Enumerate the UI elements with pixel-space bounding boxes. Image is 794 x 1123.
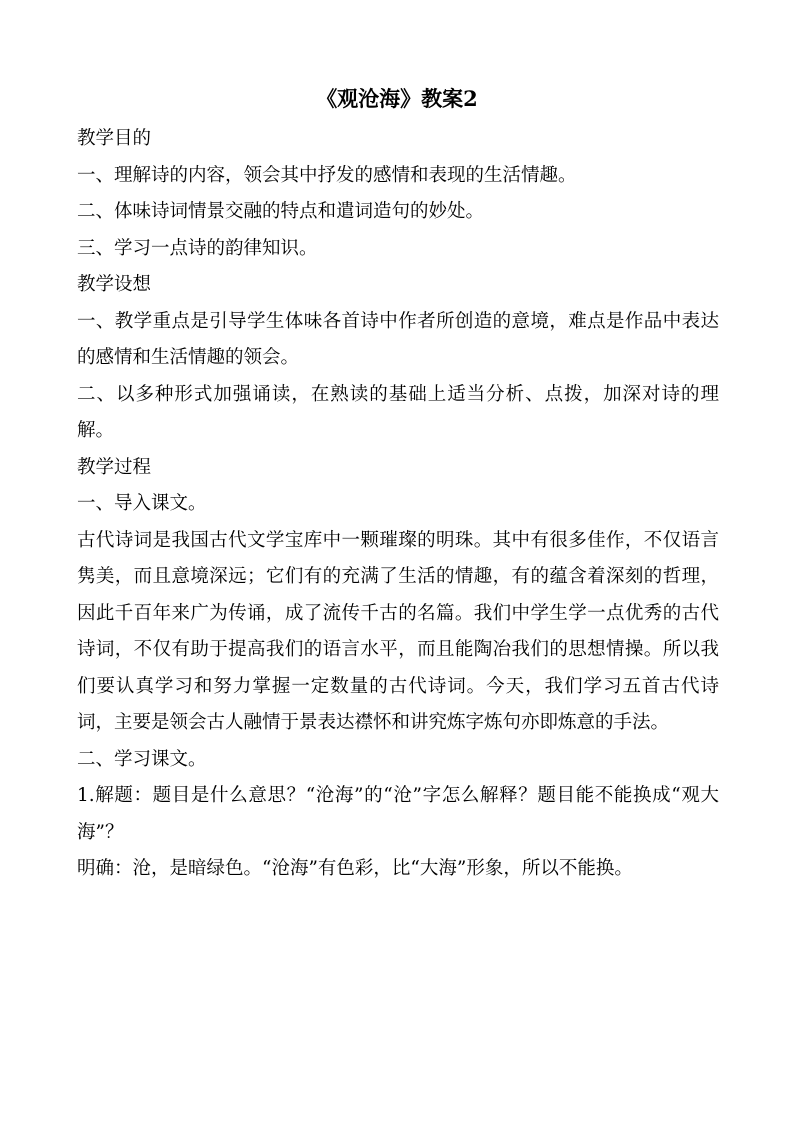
- heading-teaching-process: 教学过程: [77, 456, 152, 478]
- process-step-1: 一、导入课文。: [77, 493, 207, 514]
- plan-item-1: 一、教学重点是引导学生体味各首诗中作者所创造的意境，难点是作品中表达的感情和生活情趣的领会。: [77, 310, 719, 368]
- intro-paragraph: 古代诗词是我国古代文学宝库中一颗璀璨的明珠。其中有很多佳作，不仅语言隽美，而且意境深远；它们有的充满了生活的情趣，有的蕴含着深刻的哲理，因此千百年来广为传诵，成了流传千古的名篇。我们中学生学一点优秀的古代诗词，不仅有助于提高我们的语言水平，而且能陶冶我们的思想情操。所以我们要认真学习和努力掌握一定数量的古代诗词。今天，我们学习五首古代诗词，主要是领会古人融情于景表达襟怀和讲究炼字炼句亦即炼意的手法。: [77, 529, 719, 733]
- goal-item-3: 三、学习一点诗的韵律知识。: [77, 237, 318, 259]
- title-explanation-answer: 明确：沧，是暗绿色。“沧海”有色彩，比“大海”形象，所以不能换。: [77, 858, 633, 879]
- goal-item-2: 二、体味诗词情景交融的特点和遣词造句的妙处。: [77, 201, 485, 222]
- document-body: [77, 121, 719, 888]
- title-explanation-question: 1.解题：题目是什么意思？“沧海”的“沧”字怎么解释？题目能不能换成“观大海”？: [77, 785, 719, 843]
- plan-item-2: 二、以多种形式加强诵读，在熟读的基础上适当分析、点拨，加深对诗的理解。: [77, 383, 719, 441]
- heading-teaching-plan: 教学设想: [77, 274, 152, 295]
- heading-teaching-goals: 教学目的: [77, 128, 152, 149]
- goal-item-1: 一、理解诗的内容，领会其中抒发的感情和表现的生活情趣。: [77, 164, 577, 186]
- document-title: 《观沧海》教案2: [316, 86, 478, 111]
- process-step-2: 二、学习课文。: [77, 748, 207, 770]
